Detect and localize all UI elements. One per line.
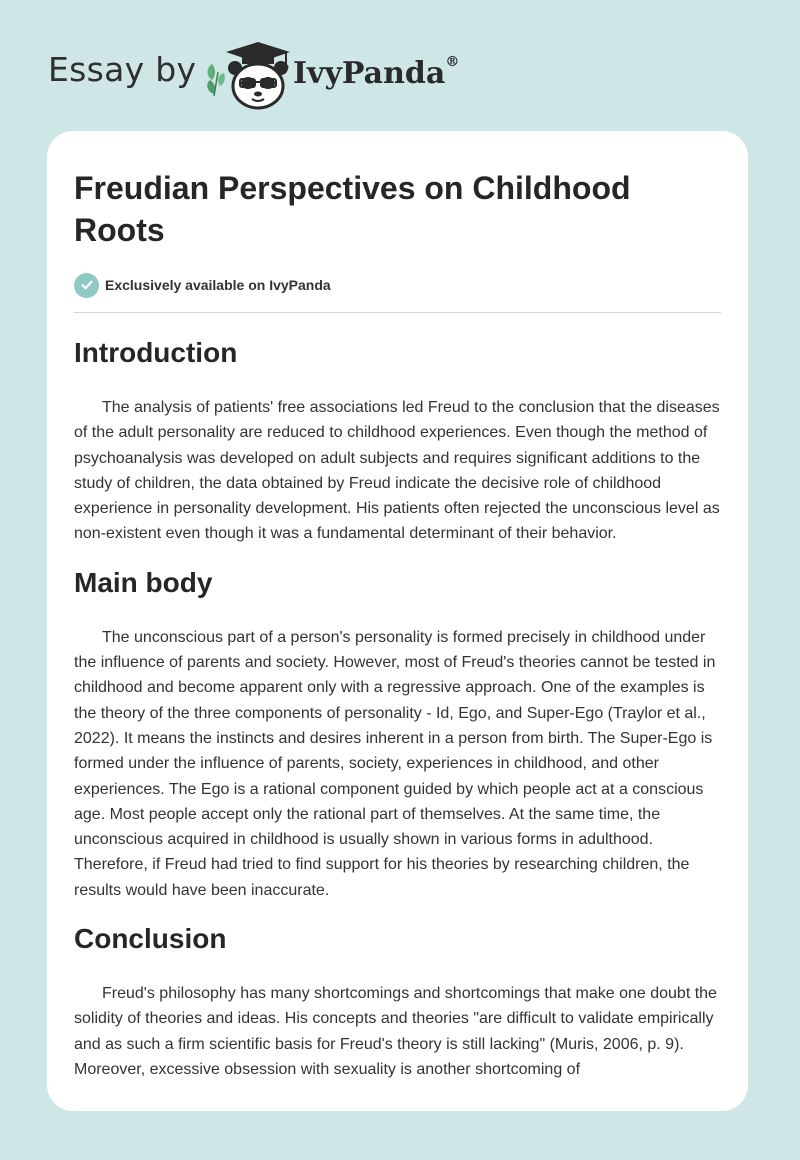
- panda-graduate-icon[interactable]: [198, 36, 294, 112]
- essay-card: [47, 131, 748, 1111]
- site-header: [0, 0, 800, 130]
- check-circle-icon: [74, 273, 99, 298]
- essay-by-label: Essay by: [48, 50, 197, 89]
- exclusive-label: Exclusively available on IvyPanda: [105, 277, 331, 293]
- brand-name[interactable]: IvyPanda®: [293, 54, 460, 91]
- section-paragraph-conclusion: Freud's philosophy has many shortcomings and shortcomings that make one doubt the solidity of theories and ideas. His concepts and theories "are difficult to validate empirically and as such a firm scientific basis for Freud's theory is still lacking" (Muris, 2006, p. 9). Moreover, excessive obsession with sexuality is another shortcoming of: [74, 985, 717, 1078]
- title-divider: [74, 312, 721, 313]
- section-heading-main-body: Main body: [74, 566, 213, 598]
- section-heading-conclusion: Conclusion: [74, 923, 227, 955]
- section-paragraph-introduction: The analysis of patients' free associations led Freud to the conclusion that the diseases of the adult personality are reduced to childhood experiences. Even though the method of psychoanalysis was developed on adult subjects and requires significant additions to the study of children, the data obtained by Freud indicate the decisive role of childhood experience in personality development. His patients often rejected the unconscious level as non-existent even though it was a fundamental determinant of their behavior.: [74, 399, 720, 543]
- registered-mark: ®: [445, 54, 460, 70]
- essay-title: Freudian Perspectives on Childhood Roots: [74, 170, 631, 248]
- exclusive-badge: [74, 271, 721, 299]
- section-paragraph-main-body: The unconscious part of a person's personality is formed precisely in childhood under the influence of parents and society. However, most of Freud's theories cannot be tested in childhood and become apparent only with a regressive approach. One of the examples is the theory of the three components of personality - Id, Ego, and Super-Ego (Traylor et al., 2022). It means the instincts and desires inherent in a person from birth. The Super-Ego is formed under the influence of parents, society, experiences in childhood, and other experiences. The Ego is a rational component guided by which people act at a conscious age. Most people accept only the rational part of themselves. At the same time, the unconscious acquired in childhood is usually shown in various forms in adulthood. Therefore, if Freud had tried to find support for his theories by researching children, the results would have been inaccurate.: [74, 628, 716, 899]
- section-heading-introduction: Introduction: [74, 337, 238, 368]
